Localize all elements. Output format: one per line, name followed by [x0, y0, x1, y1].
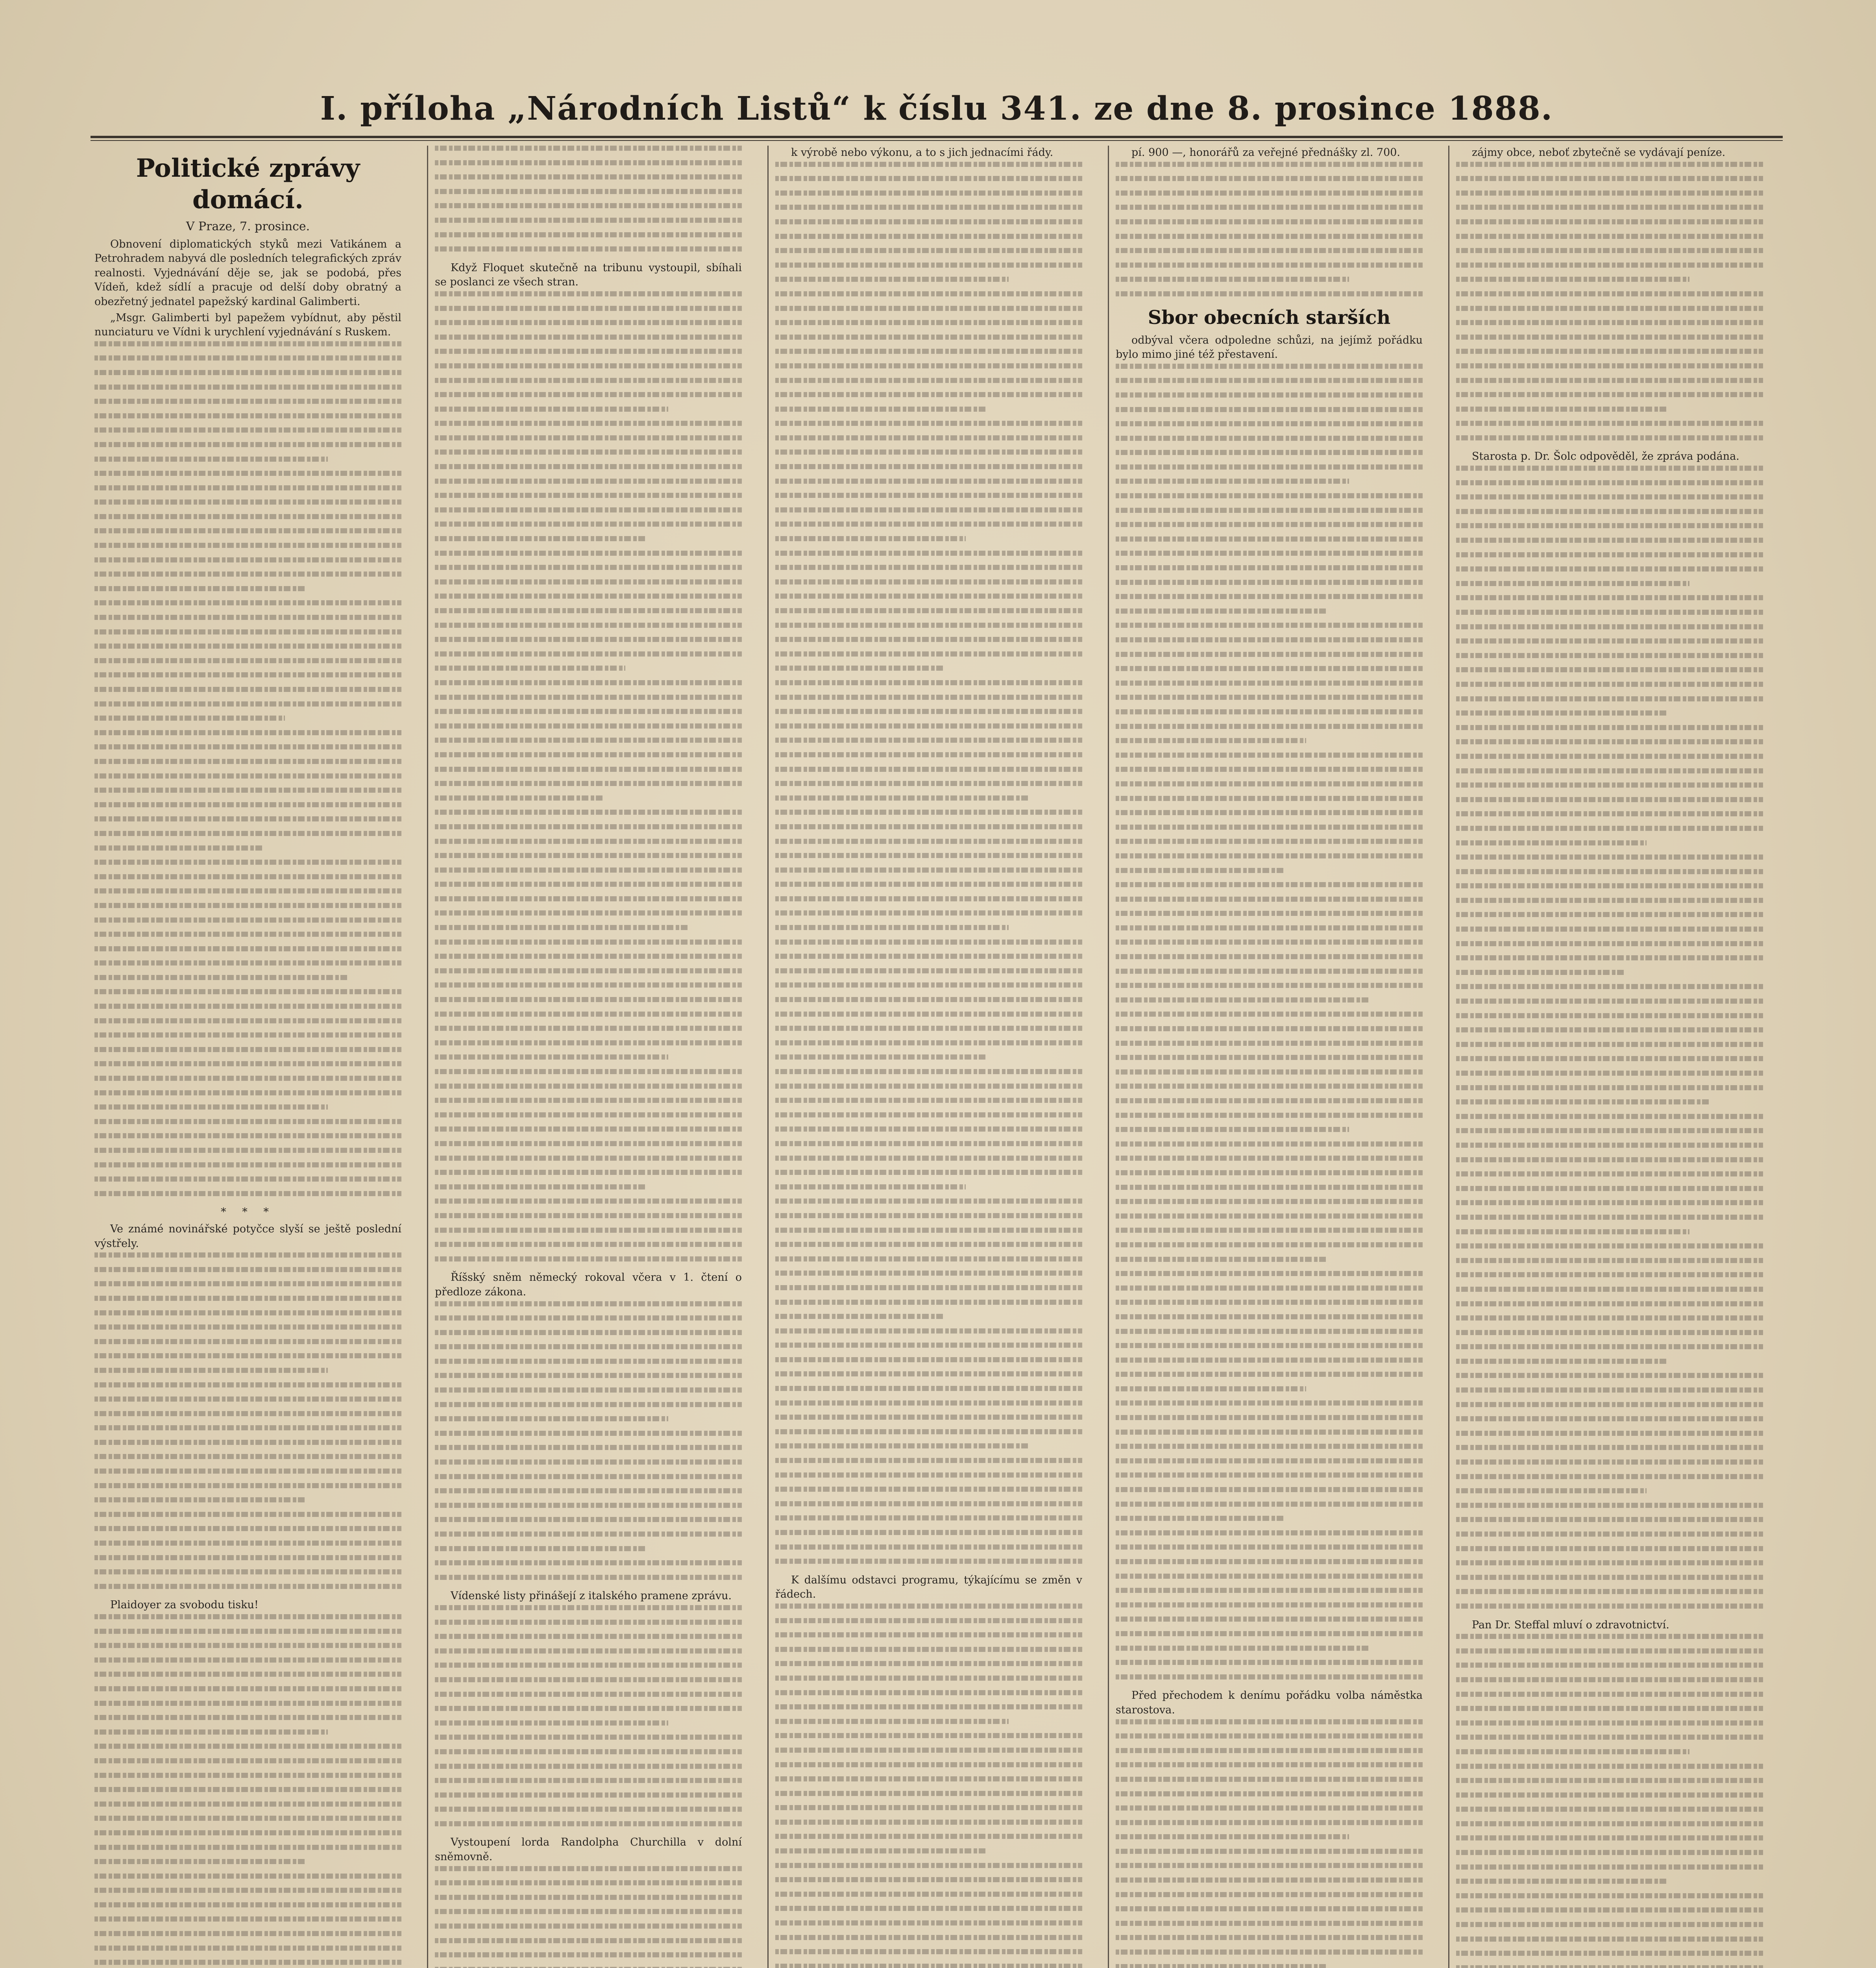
article-paragraph: Když Floquet skutečně na tribunu vystoupil, sbíhali se poslanci ze všech stran.	[435, 261, 742, 289]
article-paragraph: Obnovení diplomatických styků mezi Vatikánem a Petrohradem nabyvá dle posledních telegrafických zpráv realnosti. Vyjednávání děje se, jak se podobá, přes Vídeň, kdež sídlí a pracuje od delší doby obratný a obezřetný jednatel papežský kardinal Galimberti.	[94, 238, 401, 308]
illegible-text-block	[94, 1252, 401, 1589]
column-3	[775, 146, 1082, 1968]
illegible-text-block	[435, 1301, 742, 1580]
illegible-text-block	[1456, 1634, 1763, 1968]
illegible-text-block	[1116, 364, 1423, 1679]
article-paragraph: k výrobě nebo výkonu, a to s jich jednacími řády.	[791, 146, 1054, 159]
article-paragraph: Ve známé novinářské potyčce slyší se ještě poslední výstřely.	[94, 1223, 401, 1250]
article-paragraph: Vídenské listy přinášejí z italského pramene zprávu.	[451, 1590, 732, 1602]
article-paragraph: Starosta p. Dr. Šolc odpověděl, že zpráva podána.	[1472, 450, 1739, 463]
illegible-text-block	[94, 1614, 401, 1968]
illegible-text-block	[1456, 162, 1763, 440]
article-paragraph: Říšský sněm německý rokoval včera v 1. čtení o předloze zákona.	[435, 1271, 742, 1298]
column-5	[1456, 146, 1763, 1968]
illegible-text-block	[1116, 1719, 1423, 1968]
masthead-rule-thin	[91, 140, 1783, 141]
illegible-text-block	[435, 1605, 742, 1826]
illegible-text-block	[1116, 162, 1423, 296]
article-paragraph: pí. 900 —, honorářů za veřejné přednášky zl. 700.	[1131, 146, 1401, 159]
article-paragraph: K dalšímu odstavci programu, týkajícímu se změn v řádech.	[775, 1574, 1082, 1601]
illegible-text-block	[1456, 466, 1763, 1609]
column-1	[94, 146, 401, 1968]
column-divider	[1448, 146, 1449, 1968]
illegible-text-block	[775, 162, 1082, 1564]
column-4	[1116, 146, 1423, 1968]
column-divider	[1108, 146, 1109, 1968]
illegible-text-block	[435, 146, 742, 252]
illegible-text-block	[775, 1604, 1082, 1968]
article-heading: Sbor obecních starších	[1148, 306, 1391, 329]
article-paragraph: Plaidoyer za svobodu tisku!	[110, 1599, 259, 1611]
article-paragraph: Pan Dr. Steffal mluví o zdravotnictví.	[1472, 1618, 1669, 1631]
illegible-text-block	[435, 1866, 742, 1968]
article-paragraph: Vystoupení lorda Randolpha Churchilla v dolní sněmovně.	[435, 1836, 742, 1863]
masthead: I. příloha „Národních Listů“ k číslu 341. ze dne 8. prosince 1888.	[320, 90, 1553, 128]
section-heading: Politické zprávy domácí.	[136, 154, 360, 215]
column-divider	[767, 146, 769, 1968]
article-paragraph: odbýval včera odpoledne schůzi, na jejímž pořádku bylo mimo jiné též přestavení.	[1116, 334, 1423, 361]
article-paragraph: zájmy obce, neboť zbytečně se vydávají peníze.	[1472, 146, 1726, 159]
illegible-text-block	[435, 291, 742, 1261]
article-paragraph: „Msgr. Galimberti byl papežem vybídnut, aby pěstil nunciaturu ve Vídni k urychlení vyjednávání s Ruskem.	[94, 311, 401, 338]
column-divider	[427, 146, 428, 1968]
dateline: V Praze, 7. prosince.	[186, 220, 310, 233]
column-2	[435, 146, 742, 1968]
illegible-text-block	[94, 341, 401, 1196]
masthead-rule	[91, 136, 1783, 138]
article-paragraph: Před přechodem k denímu pořádku volba náměstka starostova.	[1116, 1689, 1423, 1716]
separator-stars: * * *	[221, 1206, 275, 1219]
